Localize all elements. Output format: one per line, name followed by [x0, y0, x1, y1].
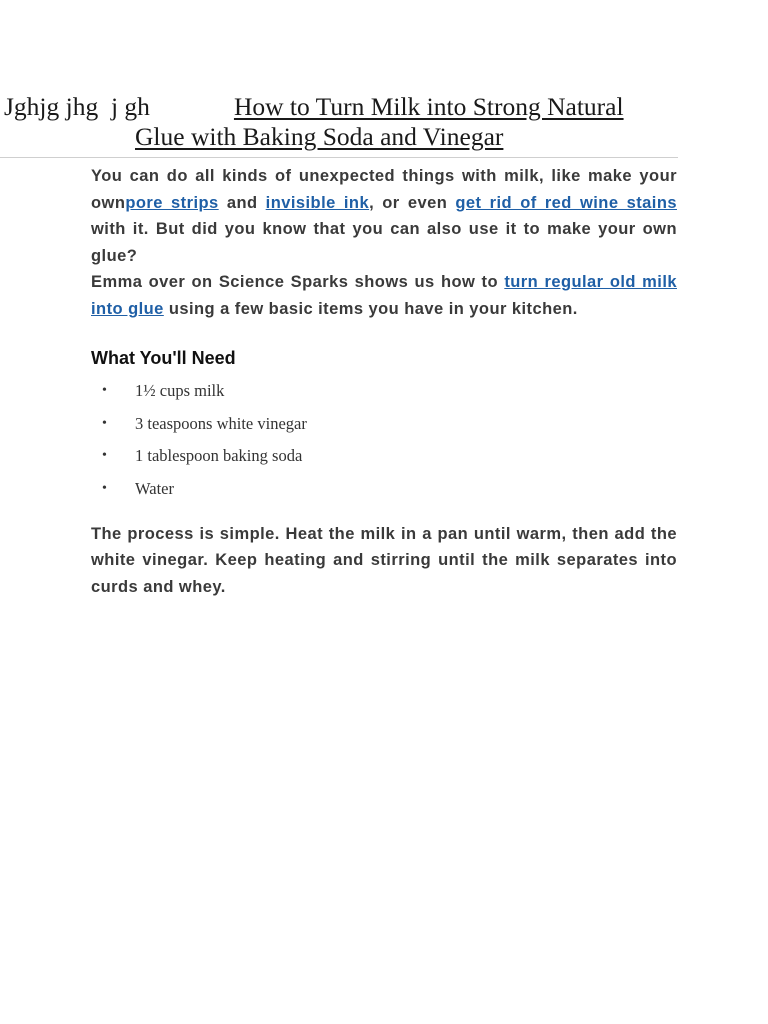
list-item-text: 3 teaspoons white vinegar: [135, 413, 307, 433]
intro-text-1: You can do all kinds of unexpected things with milk, like make your own: [91, 167, 677, 212]
list-item-text: 1½ cups milk: [135, 381, 225, 400]
intro-paragraph: [91, 163, 677, 322]
process-paragraph: The process is simple. Heat the milk in a pan until warm, then add the white vinegar. Keep heating and stirring until the milk separates into curds and whey.: [91, 524, 677, 596]
invisible-ink-link[interactable]: invisible ink: [265, 193, 370, 212]
article-body: [91, 163, 677, 600]
intro-text-2: and: [218, 193, 266, 212]
intro-text-3: , or even: [369, 193, 456, 212]
list-item: [91, 414, 677, 434]
heading-prefix: Jghjg jhg j gh: [4, 92, 150, 121]
title-link-line1[interactable]: How to Turn Milk into Strong Natural: [233, 92, 624, 121]
list-item-text: Water: [135, 478, 174, 498]
needs-heading: What You'll Need: [91, 348, 236, 368]
bullet-icon: •: [102, 415, 107, 431]
intro-text-5: Emma over on Science Sparks shows us how to: [91, 273, 505, 291]
list-item: [91, 479, 677, 499]
ingredients-list: [91, 381, 677, 499]
list-item-text: 1 tablespoon baking soda: [135, 446, 303, 465]
bullet-icon: •: [102, 448, 107, 463]
red-wine-stains-link[interactable]: get rid of red wine stains: [455, 193, 677, 212]
header-divider: [0, 157, 678, 158]
title-link-line2[interactable]: Glue with Baking Soda and Vinegar: [135, 122, 504, 151]
intro-text-4: with it. But did you know that you can also use it to make your own glue?: [91, 220, 677, 265]
bullet-icon: •: [102, 383, 107, 398]
pore-strips-link[interactable]: pore strips: [125, 193, 219, 212]
milk-into-glue-link[interactable]: turn regular old milk into glue: [91, 273, 677, 318]
intro-text-6: using a few basic items you have in your kitchen.: [163, 299, 578, 318]
list-item: [91, 381, 677, 401]
article-heading: [4, 92, 684, 152]
list-item: [91, 446, 677, 466]
bullet-icon: •: [102, 480, 107, 496]
